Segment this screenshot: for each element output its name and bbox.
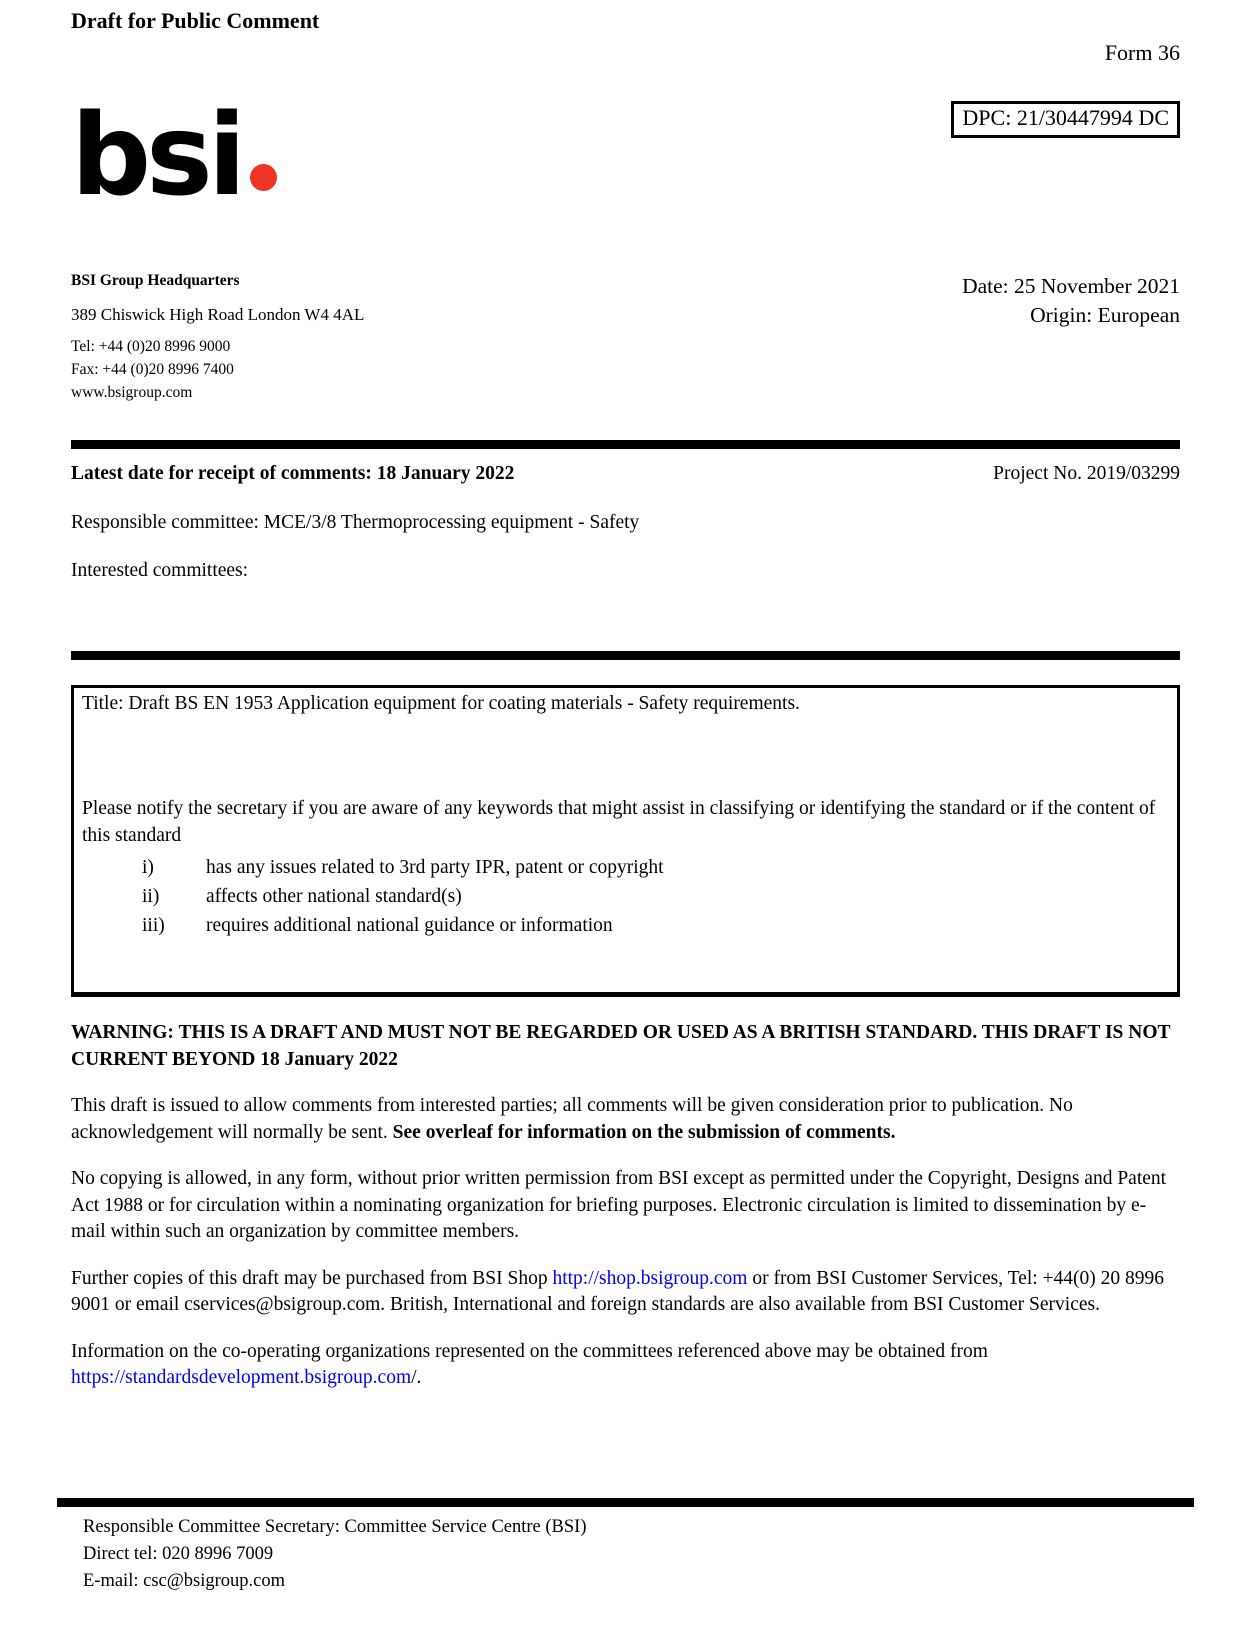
- cooperating-orgs-paragraph: [71, 1339, 1180, 1392]
- separator-bar-top: [71, 440, 1180, 449]
- standard-title-box: [71, 685, 1180, 997]
- submission-info-bold: See overleaf for information on the submission of comments.: [392, 1121, 896, 1143]
- comments-deadline-row: [71, 463, 1180, 485]
- latest-comments-date: Latest date for receipt of comments: 18 January 2022: [71, 463, 515, 484]
- list-item-numeral: i): [142, 857, 154, 878]
- list-item-text: has any issues related to 3rd party IPR, patent or copyright: [206, 857, 664, 878]
- list-item-numeral: iii): [142, 915, 165, 936]
- bsi-logo-red-dot-icon: [250, 164, 277, 191]
- footer-email: E-mail: csc@bsigroup.com: [83, 1570, 285, 1591]
- draft-issued-paragraph: [71, 1093, 1180, 1146]
- form-number: Form 36: [1104, 40, 1180, 65]
- keywords-notify-text: Please notify the secretary if you are aware of any keywords that might assist in classifying or identifying the standard or if the content of this standard: [82, 798, 1156, 846]
- page-title: Draft for Public Comment: [71, 8, 320, 33]
- list-item: [142, 853, 1169, 882]
- address-tel: Tel: +44 (0)20 8996 9000: [71, 338, 231, 355]
- address-fax: Fax: +44 (0)20 8996 7400: [71, 361, 234, 378]
- list-item: [142, 882, 1169, 911]
- list-item-text: requires additional national guidance or information: [206, 915, 613, 936]
- further-copies-pre: Further copies of this draft may be purchased from BSI Shop: [71, 1267, 553, 1289]
- standards-development-link[interactable]: https://standardsdevelopment.bsigroup.com: [71, 1367, 412, 1388]
- list-item-numeral: ii): [142, 886, 160, 907]
- address-street: 389 Chiswick High Road London W4 4AL: [71, 305, 365, 324]
- interested-committees: Interested committees:: [71, 560, 249, 581]
- list-item: [142, 911, 1169, 940]
- footer-secretary: Responsible Committee Secretary: Committee Service Centre (BSI): [83, 1516, 587, 1537]
- date-origin-block: [962, 272, 1180, 330]
- bsi-logo: [71, 91, 277, 221]
- address-block: [71, 272, 364, 404]
- further-copies-post: or from BSI Customer Services, Tel: +44(0) 20 8996 9001 or email cservices@bsigroup.com. British, International and foreign standards are also available from BSI Customer Services.: [71, 1267, 1165, 1315]
- no-copying-paragraph: No copying is allowed, in any form, without prior written permission from BSI except as permitted under the Copyright, Designs and Patent Act 1988 or for circulation within a nominating organization for briefing purposes. Electronic circulation is limited to dissemination by e-mail within such an organization by committee members.: [71, 1168, 1167, 1242]
- cooperating-orgs-post: /.: [411, 1367, 422, 1388]
- standard-title: Title: Draft BS EN 1953 Application equipment for coating materials - Safety requirements.: [82, 693, 800, 714]
- separator-bar-footer: [57, 1498, 1194, 1507]
- address-name: BSI Group Headquarters: [71, 272, 240, 289]
- document-header: [71, 0, 1180, 440]
- cooperating-orgs-pre: Information on the co-operating organizations represented on the committees referenced above may be obtained from: [71, 1340, 988, 1362]
- draft-issued-text: This draft is issued to allow comments from interested parties; all comments will be given consideration prior to publication. No acknowledgement will normally be sent.: [71, 1095, 1073, 1143]
- separator-bar-middle: [71, 651, 1180, 660]
- footer-block: [71, 1514, 1180, 1595]
- address-website: www.bsigroup.com: [71, 384, 193, 401]
- list-item-text: affects other national standard(s): [206, 886, 462, 907]
- bsi-shop-link[interactable]: http://shop.bsigroup.com: [552, 1267, 748, 1289]
- project-number: Project No. 2019/03299: [993, 463, 1180, 484]
- further-copies-paragraph: [71, 1266, 1180, 1319]
- document-date: Date: 25 November 2021: [962, 274, 1180, 298]
- draft-warning: WARNING: THIS IS A DRAFT AND MUST NOT BE REGARDED OR USED AS A BRITISH STANDARD. THIS DRAFT IS NOT CURRENT BEYOND 18 January 2022: [71, 1022, 1171, 1070]
- footer-direct-tel: Direct tel: 020 8996 7009: [83, 1543, 274, 1564]
- spacer: [71, 1392, 1180, 1498]
- responsible-committee: Responsible committee: MCE/3/8 Thermoprocessing equipment - Safety: [71, 512, 640, 533]
- bsi-logo-text: bsi: [71, 91, 242, 221]
- dpc-number-box: DPC: 21/30447994 DC: [951, 101, 1180, 138]
- document-origin: Origin: European: [1030, 303, 1180, 327]
